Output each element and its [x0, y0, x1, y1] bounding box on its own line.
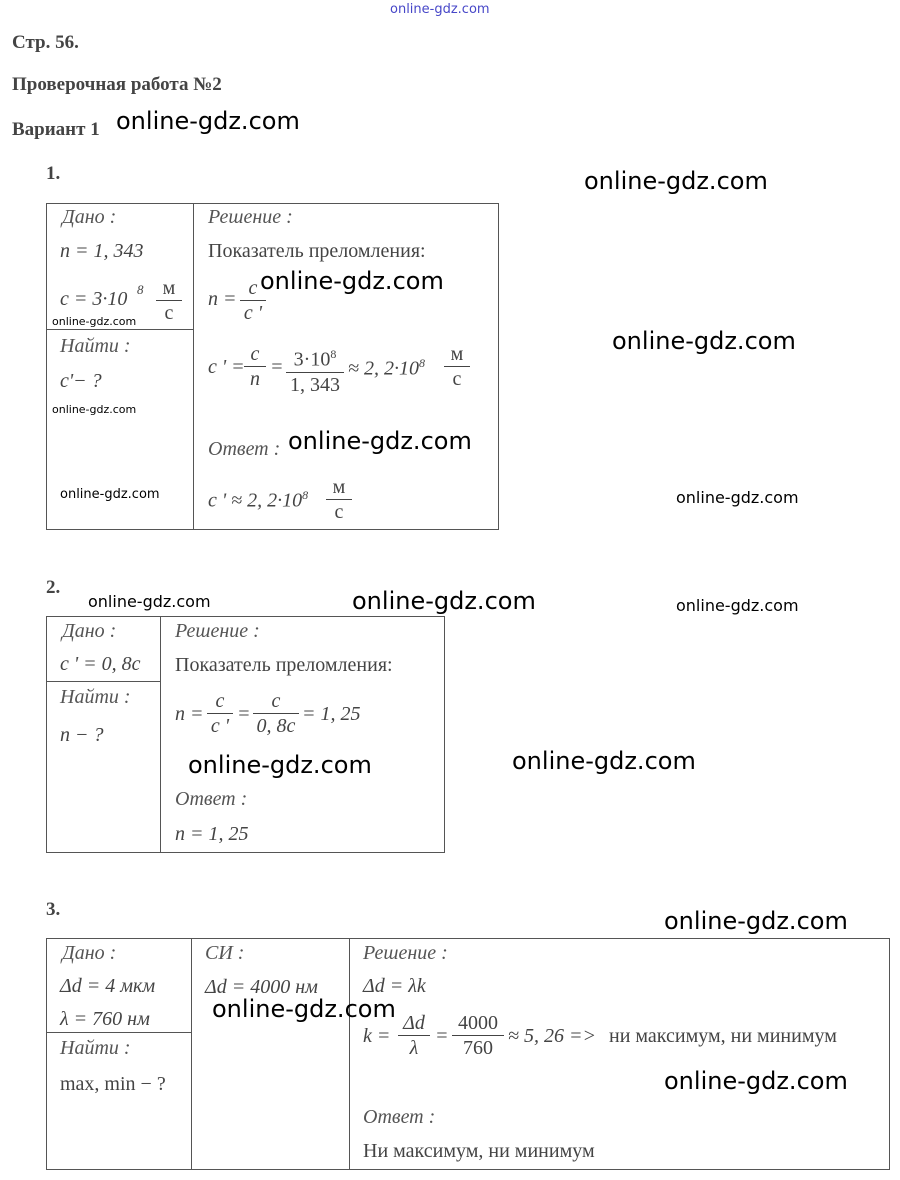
task3-si-value: Δd = 4000 нм — [205, 976, 318, 998]
task1-given-exp: 8 — [137, 282, 144, 297]
watermark: online-gdz.com — [88, 592, 211, 611]
task3-given-dd: Δd = 4 мкм — [60, 975, 156, 997]
task1-given-c: c = 3·10 — [60, 288, 128, 310]
task3-given-label: Дано : — [62, 942, 117, 964]
watermark: online-gdz.com — [188, 751, 372, 779]
frac-denominator: c ' — [210, 715, 230, 737]
work-title: Проверочная работа №2 — [12, 74, 222, 95]
frac-denominator: 0, 8c — [256, 715, 296, 737]
unit-denominator: с — [452, 368, 462, 390]
task3-given-divider — [46, 1032, 192, 1033]
watermark: online-gdz.com — [52, 403, 137, 416]
task3-approx: ≈ 5, 26 => — [508, 1025, 596, 1047]
task3-eq: = — [435, 1025, 449, 1047]
task3-divider-1 — [191, 938, 192, 1169]
watermark: online-gdz.com — [52, 315, 137, 328]
task2-number: 2. — [46, 577, 61, 598]
task2-given-divider — [46, 681, 161, 682]
task3-answer-label: Ответ : — [363, 1106, 436, 1128]
task1-given-label: Дано : — [62, 206, 117, 228]
watermark: online-gdz.com — [612, 327, 796, 355]
task1-approx: ≈ 2, $2\cdot 10^8$ — [348, 356, 425, 380]
task1-eq: = — [270, 356, 284, 378]
task3-frac-values — [452, 1012, 504, 1059]
task3-conclusion: ни максимум, ни минимум — [609, 1025, 837, 1047]
task3-number: 3. — [46, 899, 61, 920]
task1-find-value: c'− ? — [60, 370, 102, 392]
watermark: online-gdz.com — [288, 427, 472, 455]
task1-solution-unit — [444, 343, 470, 390]
task1-frac-value — [286, 343, 344, 396]
task2-answer-value: n = 1, 25 — [175, 823, 249, 845]
task2-solution-text: Показатель преломления: — [175, 654, 393, 676]
task1-given-n: n = 1, 343 — [60, 240, 144, 262]
task2-find-value: n − ? — [60, 724, 104, 746]
watermark: online-gdz.com — [60, 487, 160, 502]
unit-numerator: м — [162, 277, 176, 299]
task1-answer-label: Ответ : — [208, 438, 281, 460]
watermark: online-gdz.com — [664, 907, 848, 935]
task3-answer-value: Ни максимум, ни минимум — [363, 1140, 595, 1162]
task3-find-value: max, min − ? — [60, 1073, 166, 1095]
task1-divider — [193, 203, 194, 529]
watermark-top: online-gdz.com — [390, 2, 490, 17]
task2-table — [46, 616, 445, 853]
task3-k-eq: k = — [363, 1025, 391, 1047]
task1-solution-text: Показатель преломления: — [208, 240, 426, 262]
task2-eq: = — [237, 703, 251, 725]
frac-denominator: 1, 343 — [290, 373, 340, 396]
task3-frac-dd-lambda — [398, 1012, 430, 1059]
task1-solution-label: Решение : — [208, 206, 293, 228]
task1-given-divider — [46, 329, 194, 330]
task2-n-eq: n = — [175, 703, 204, 725]
task1-answer-value: c ' ≈ 2, $2\cdot 10^8$ — [208, 488, 309, 512]
unit-numerator: м — [450, 343, 464, 365]
task2-find-label: Найти : — [60, 686, 131, 708]
watermark: online-gdz.com — [116, 107, 300, 135]
page-reference: Стр. 56. — [12, 32, 79, 53]
watermark: online-gdz.com — [676, 596, 799, 615]
unit-numerator: м — [332, 476, 346, 498]
task2-result: = 1, 25 — [302, 703, 361, 725]
frac-numerator: c — [248, 277, 258, 299]
watermark: online-gdz.com — [664, 1067, 848, 1095]
watermark: online-gdz.com — [584, 167, 768, 195]
task2-frac-c-08c — [253, 690, 299, 737]
frac-denominator: n — [250, 368, 260, 390]
task1-given-unit — [156, 277, 182, 324]
task1-number: 1. — [46, 163, 61, 184]
task2-frac-c-cprime — [207, 690, 233, 737]
frac-denominator: λ — [409, 1037, 419, 1059]
task3-si-label: СИ : — [205, 942, 245, 964]
task1-answer-unit — [326, 476, 352, 523]
watermark: online-gdz.com — [352, 587, 536, 615]
task3-solution-label: Решение : — [363, 942, 448, 964]
task3-given-lambda: λ = 760 нм — [60, 1008, 150, 1030]
unit-denominator: с — [164, 302, 174, 324]
task2-given-label: Дано : — [62, 620, 117, 642]
frac-numerator: Δd — [403, 1012, 425, 1034]
frac-numerator: c — [250, 343, 260, 365]
frac-numerator: 4000 — [458, 1012, 498, 1034]
task1-frac-c-n — [244, 343, 266, 390]
watermark: online-gdz.com — [512, 747, 696, 775]
watermark: online-gdz.com — [260, 267, 444, 295]
variant-title: Вариант 1 — [12, 119, 100, 140]
task3-formula1: Δd = λk — [363, 975, 426, 997]
task3-divider-2 — [349, 938, 350, 1169]
frac-numerator: c — [215, 690, 225, 712]
watermark: online-gdz.com — [676, 488, 799, 507]
task1-n-eq: n = — [208, 288, 237, 310]
frac-numerator: $3\cdot 10^8$ — [293, 347, 337, 371]
task2-solution-label: Решение : — [175, 620, 260, 642]
task1-find-label: Найти : — [60, 335, 131, 357]
task2-divider — [160, 616, 161, 852]
task1-cprime-eq: c ' = — [208, 356, 245, 378]
frac-numerator: c — [271, 690, 281, 712]
task2-given-value: c ' = 0, 8c — [60, 653, 141, 675]
task3-find-label: Найти : — [60, 1037, 131, 1059]
watermark: online-gdz.com — [212, 995, 396, 1023]
task2-answer-label: Ответ : — [175, 788, 248, 810]
unit-denominator: с — [334, 501, 344, 523]
frac-denominator: c ' — [243, 302, 263, 324]
frac-denominator: 760 — [463, 1037, 493, 1059]
